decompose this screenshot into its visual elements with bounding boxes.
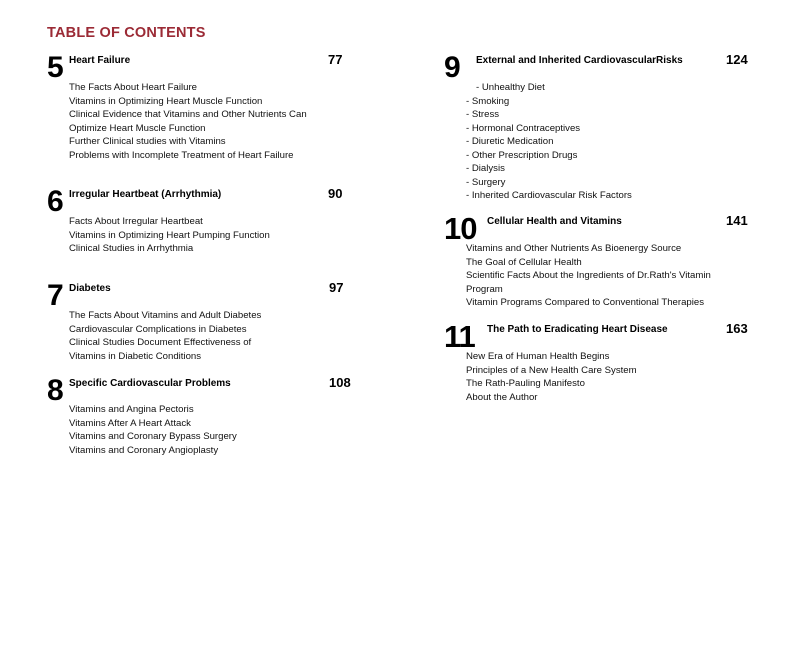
list-item: Program [466, 283, 503, 295]
list-item: Clinical Studies in Arrhythmia [69, 243, 194, 254]
chapter-page: 90 [328, 186, 343, 201]
chapter-number: 8 [47, 374, 64, 407]
list-item: - Inherited Cardiovascular Risk Factors [466, 190, 632, 201]
chapter-title: External and Inherited CardiovascularRisks [476, 55, 683, 66]
chapter-items [466, 81, 632, 203]
list-item: Scientific Facts About the Ingredients of Dr.Rath's Vitamin [466, 270, 711, 281]
list-item: - Stress [466, 109, 500, 120]
chapter-page: 97 [329, 280, 344, 295]
chapter-items [466, 242, 711, 310]
list-item: - Hormonal Contraceptives [466, 122, 581, 134]
list-item: Clinical Evidence that Vitamins and Other Nutrients Can [69, 109, 307, 120]
chapter-title: The Path to Eradicating Heart Disease [487, 324, 668, 335]
list-item: Vitamins in Diabetic Conditions [69, 350, 202, 362]
list-item: Vitamins in Optimizing Heart Muscle Function [69, 95, 263, 107]
list-item: The Facts About Vitamins and Adult Diabetes [69, 310, 262, 321]
list-item: - Diuretic Medication [466, 136, 554, 147]
list-item: Cardiovascular Complications in Diabetes [69, 323, 247, 335]
chapter-title: Heart Failure [69, 55, 131, 66]
chapter-page: 124 [726, 52, 748, 67]
chapter-items [69, 215, 270, 256]
list-item: The Facts About Heart Failure [69, 82, 197, 93]
chapter-items [69, 81, 307, 162]
list-item: Principles of a New Health Care System [466, 364, 637, 376]
list-item: Vitamins and Other Nutrients As Bioenergy Source [466, 243, 682, 254]
list-item: - Unhealthy Diet [476, 82, 545, 93]
list-item: New Era of Human Health Begins [466, 351, 610, 362]
list-item: Problems with Incomplete Treatment of Heart Failure [69, 149, 294, 161]
chapter-items [69, 403, 237, 457]
list-item: - Other Prescription Drugs [466, 149, 578, 161]
list-item: The Goal of Cellular Health [466, 256, 582, 268]
list-item: Vitamins and Coronary Angioplasty [69, 444, 219, 456]
chapter-title: Irregular Heartbeat (Arrhythmia) [69, 189, 222, 200]
chapter-items [69, 309, 261, 363]
list-item: - Dialysis [466, 163, 505, 174]
chapter-page: 141 [726, 213, 748, 228]
chapter-number: 6 [47, 185, 64, 218]
chapter-number: 7 [47, 279, 64, 312]
toc-title: TABLE OF CONTENTS [47, 25, 206, 41]
list-item: Vitamins and Coronary Bypass Surgery [69, 431, 237, 442]
chapter-title: Cellular Health and Vitamins [487, 216, 622, 227]
chapter-page: 77 [328, 52, 343, 67]
chapter-number: 11 [444, 319, 475, 354]
list-item: Vitamins and Angina Pectoris [69, 404, 194, 415]
chapter-page: 163 [726, 321, 748, 336]
chapter-number: 10 [444, 211, 477, 246]
list-item: Clinical Studies Document Effectiveness of [69, 337, 252, 348]
chapter-number: 9 [444, 51, 461, 84]
list-item: The Rath-Pauling Manifesto [466, 378, 585, 389]
chapter-title: Diabetes [69, 283, 111, 294]
list-item: Vitamin Programs Compared to Conventional Therapies [466, 297, 705, 308]
list-item: - Surgery [466, 176, 506, 188]
list-item: About the Author [466, 391, 538, 403]
list-item: Vitamins in Optimizing Heart Pumping Function [69, 229, 270, 241]
chapter-page: 108 [329, 375, 351, 390]
chapter-items [466, 350, 637, 404]
list-item: Further Clinical studies with Vitamins [69, 136, 226, 147]
list-item: Vitamins After A Heart Attack [69, 417, 191, 429]
list-item: Optimize Heart Muscle Function [69, 122, 206, 134]
chapter-number: 5 [47, 51, 64, 84]
list-item: - Smoking [466, 95, 510, 107]
list-item: Facts About Irregular Heartbeat [69, 216, 203, 227]
chapter-title: Specific Cardiovascular Problems [69, 378, 231, 389]
